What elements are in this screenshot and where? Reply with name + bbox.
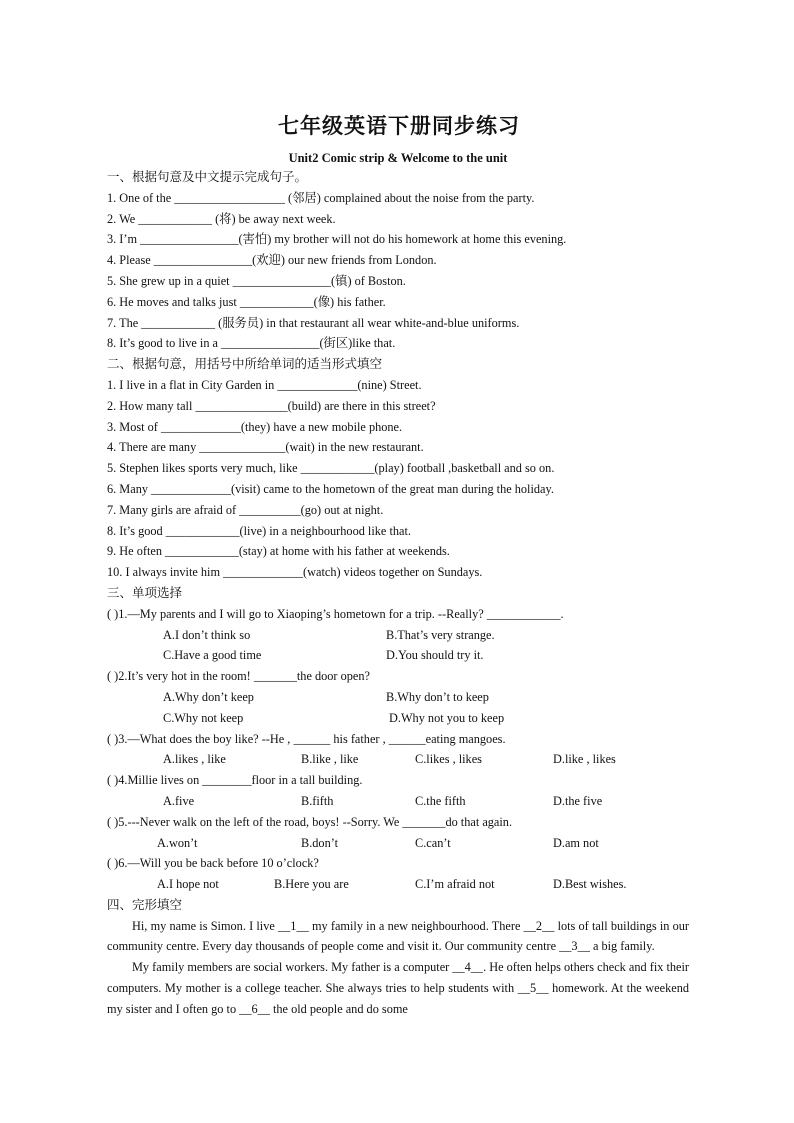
question-line: 10. I always invite him _____________(watch) videos together on Sundays.	[107, 565, 483, 580]
mc-options-row	[107, 791, 689, 812]
question-line: 9. He often ____________(stay) at home with his father at weekends.	[107, 544, 450, 559]
cloze-paragraph-1: Hi, my name is Simon. I live __1__ my family in a new neighbourhood. There __2__ lots of tall buildings in our community centre. Every day thousands of people come and visit it. Our community centre __3__ a big family.	[107, 918, 689, 954]
option-a: A.won’t	[157, 835, 198, 850]
mc-options-row	[107, 833, 689, 854]
option-c: C.likes , likes	[415, 752, 482, 767]
question-line: 2. How many tall _______________(build) are there in this street?	[107, 398, 436, 413]
question-line: 2. We ____________ (将) be away next week.	[107, 211, 336, 226]
worksheet-page	[107, 110, 689, 1020]
question-line: 7. The ____________ (服务员) in that restaurant all wear white-and-blue uniforms.	[107, 315, 520, 330]
question-line: 3. Most of _____________(they) have a new mobile phone.	[107, 419, 403, 434]
section-heading-3: 三、单项选择	[107, 584, 183, 600]
mc-question: ( )3.—What does the boy like? --He , ______ his father , ______eating mangoes.	[107, 731, 506, 746]
option-c: C.I’m afraid not	[415, 877, 495, 892]
option-c: C.the fifth	[415, 793, 466, 808]
option-d: D.am not	[553, 835, 599, 850]
option-d: D.Why not you to keep	[389, 710, 505, 725]
option-b: B.Why don’t to keep	[386, 689, 489, 704]
mc-options-row	[107, 687, 689, 708]
option-a: A.I hope not	[157, 877, 219, 892]
option-c: C.can’t	[415, 835, 451, 850]
question-line: 8. It’s good ____________(live) in a neighbourhood like that.	[107, 523, 411, 538]
option-a: A.five	[163, 793, 195, 808]
option-d: D.the five	[553, 793, 603, 808]
option-d: D.like , likes	[553, 752, 616, 767]
mc-options-row	[107, 708, 689, 729]
question-line: 3. I’m ________________(害怕) my brother will not do his homework at home this evening.	[107, 232, 567, 247]
question-line: 5. Stephen likes sports very much, like ____________(play) football ,basketball and so on.	[107, 461, 555, 476]
mc-options-row	[107, 874, 689, 895]
question-line: 7. Many girls are afraid of __________(go) out at night.	[107, 502, 384, 517]
question-line: 1. One of the __________________ (邻居) complained about the noise from the party.	[107, 190, 535, 205]
page-title: 七年级英语下册同步练习	[278, 113, 520, 138]
mc-question: ( )1.—My parents and I will go to Xiaoping’s hometown for a trip. --Really? ____________.	[107, 606, 564, 621]
mc-options-row	[107, 645, 689, 666]
question-line: 6. He moves and talks just ____________(像) his father.	[107, 294, 386, 309]
question-line: 6. Many _____________(visit) came to the hometown of the great man during the holiday.	[107, 481, 554, 496]
option-b: B.fifth	[301, 793, 334, 808]
mc-question: ( )2.It’s very hot in the room! _______the door open?	[107, 669, 370, 684]
section-heading-2: 二、根据句意，用括号中所给单词的适当形式填空	[107, 356, 383, 372]
question-line: 4. There are many ______________(wait) in the new restaurant.	[107, 440, 424, 455]
option-a: A.Why don’t keep	[163, 689, 254, 704]
mc-options-row	[107, 625, 689, 646]
option-c: C.Why not keep	[163, 710, 244, 725]
mc-options-row	[107, 749, 689, 770]
option-b: B.like , like	[301, 752, 359, 767]
question-line: 1. I live in a flat in City Garden in _____________(nine) Street.	[107, 377, 422, 392]
mc-question: ( )6.—Will you be back before 10 o’clock?	[107, 856, 319, 871]
option-b: B.don’t	[301, 835, 339, 850]
page-subtitle: Unit2 Comic strip & Welcome to the unit	[288, 151, 508, 165]
cloze-paragraph-2: My family members are social workers. My father is a computer __4__. He often helps others check and fix their computers. My mother is a college teacher. She always tries to help students with __5__ homework. At the weekend my sister and I often go to __6__ the old people and do some	[107, 960, 689, 1016]
mc-question: ( )5.---Never walk on the left of the road, boys! --Sorry. We _______do that again.	[107, 814, 513, 829]
section-heading-1: 一、根据句意及中文提示完成句子。	[107, 169, 308, 184]
option-d: D.Best wishes.	[553, 877, 627, 892]
option-b: B.Here you are	[274, 877, 349, 892]
option-b: B.That’s very strange.	[386, 627, 495, 642]
option-c: C.Have a good time	[163, 648, 262, 663]
question-line: 4. Please ________________(欢迎) our new friends from London.	[107, 253, 437, 268]
option-a: A.likes , like	[163, 752, 226, 767]
question-line: 8. It’s good to live in a ________________(街区)like that.	[107, 336, 396, 351]
option-d: D.You should try it.	[386, 648, 484, 663]
option-a: A.I don’t think so	[163, 627, 251, 642]
section-heading-4: 四、完形填空	[107, 896, 183, 912]
question-line: 5. She grew up in a quiet ________________(镇) of Boston.	[107, 273, 406, 288]
mc-question: ( )4.Millie lives on ________floor in a tall building.	[107, 773, 363, 788]
